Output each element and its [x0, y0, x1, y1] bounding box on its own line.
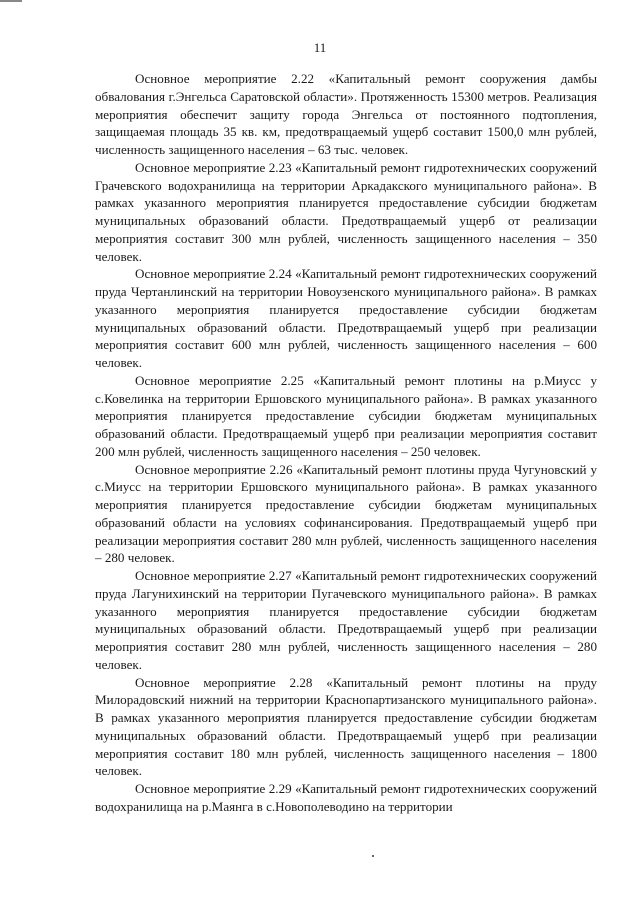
- scan-corner-mark: [0, 0, 22, 2]
- paragraph-measure-2-26: Основное мероприятие 2.26 «Капитальный ремонт плотины пруда Чугуновский у с.Миусс на территории Ершовского муниципального района». В рамках указанного мероприятия планируется предоставление субсидии бюджетам муниципальных образований области на условиях софинансирования. Предотвращаемый ущерб при реализации мероприятия составит 280 млн рублей, численность защищенного населения – 280 человек.: [95, 461, 597, 566]
- document-body: [95, 70, 597, 816]
- paragraph-measure-2-22: Основное мероприятие 2.22 «Капитальный ремонт сооружения дамбы обвалования г.Энгельса Саратовской области». Протяженность 15300 метров. Реализация мероприятия обеспечит защиту города Энгельса от постоянного подтопления, защищаемая площадь 35 кв. км, предотвращаемый ущерб составит 1500,0 млн рублей, численность защищенного населения – 63 тыс. человек.: [95, 71, 597, 157]
- paragraph-measure-2-29: Основное мероприятие 2.29 «Капитальный ремонт гидротехнических сооружений водохранилища на р.Маянга в с.Новополеводино на территории: [95, 781, 597, 814]
- paragraph-measure-2-24: Основное мероприятие 2.24 «Капитальный ремонт гидротехнических сооружений пруда Чертанлинский на территории Новоузенского муниципального района». В рамках указанного мероприятия планируется предоставление субсидии бюджетам муниципальных образований области. Предотвращаемый ущерб при реализации мероприятия составит 600 млн рублей, численность защищенного населения – 600 человек.: [95, 266, 597, 370]
- paragraph-measure-2-23: Основное мероприятие 2.23 «Капитальный ремонт гидротехнических сооружений Грачевского водохранилища на территории Аркадакского муниципального района». В рамках указанного мероприятия планируется предоставление субсидии бюджетам муниципальных образований области. Предотвращаемый ущерб от реализации мероприятия составит 300 млн рублей, численность защищенного населения – 350 человек.: [95, 159, 597, 264]
- page-number: 11: [313, 40, 327, 55]
- paragraph-measure-2-27: Основное мероприятие 2.27 «Капитальный ремонт гидротехнических сооружений пруда Лагунихинский на территории Пугачевского муниципального района». В рамках указанного мероприятия планируется предоставление субсидии бюджетам муниципальных образований области. Предотвращаемый ущерб при реализации мероприятия составит 280 млн рублей, численность защищенного населения – 280 человек.: [95, 568, 597, 672]
- paragraph-measure-2-25: Основное мероприятие 2.25 «Капитальный ремонт плотины на р.Миусс у с.Ковелинка на территории Ершовского муниципального района». В рамках указанного мероприятия планируется предоставление субсидии бюджетам муниципальных образований области. Предотвращаемый ущерб при реализации мероприятия составит 200 млн рублей, численность защищенного населения – 250 человек.: [95, 372, 597, 459]
- paragraph-measure-2-28: Основное мероприятие 2.28 «Капитальный ремонт плотины на пруду Милорадовский нижний на территории Краснопартизанского муниципального района». В рамках указанного мероприятия планируется предоставление субсидии бюджетам муниципальных образований области. Предотвращаемый ущерб при реализации мероприятия составит 180 млн рублей, численность защищенного населения – 1800 человек.: [95, 674, 597, 779]
- scan-dot-mark: [372, 855, 374, 857]
